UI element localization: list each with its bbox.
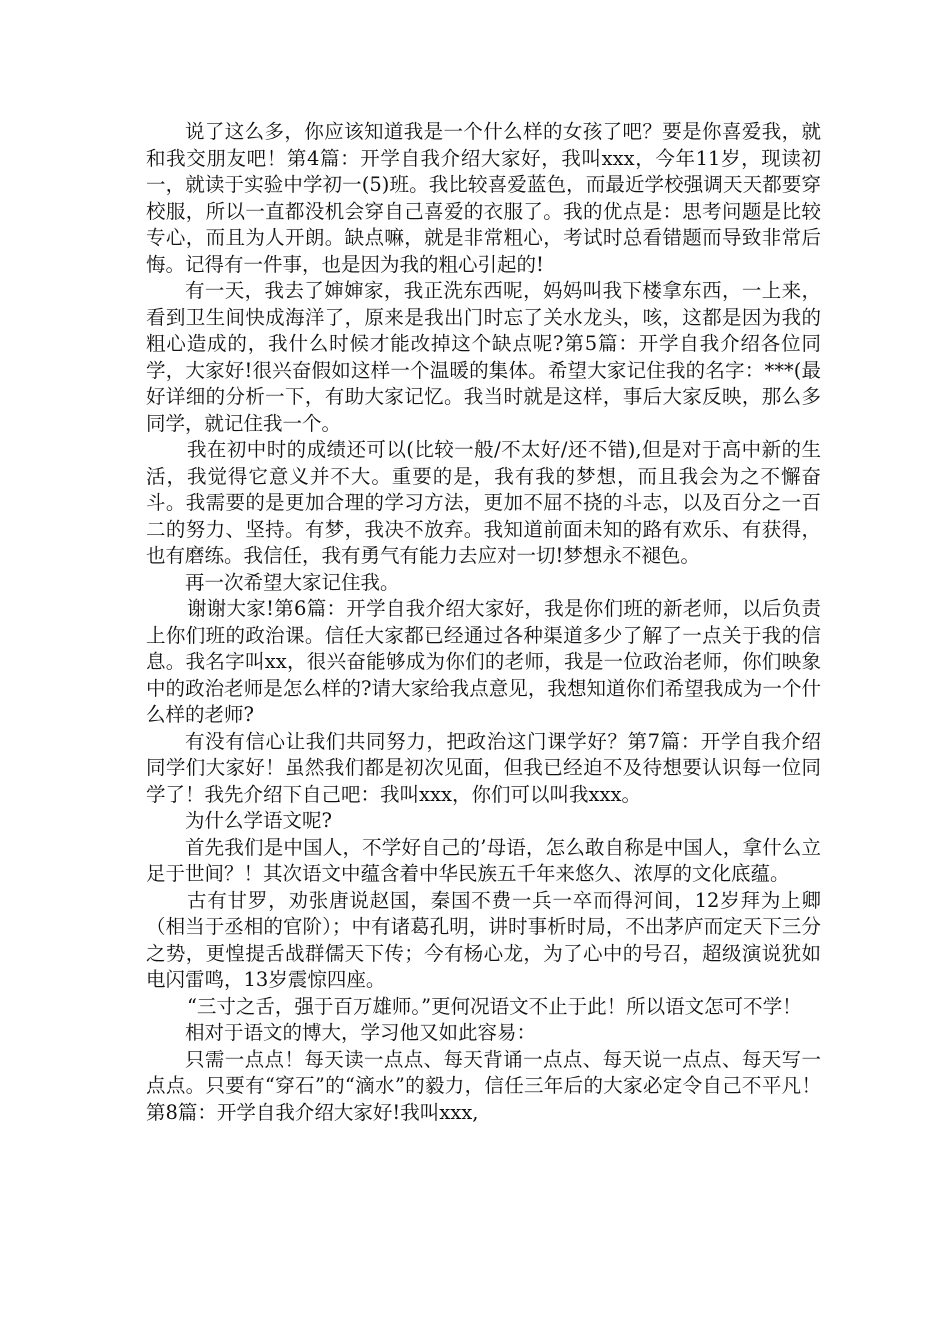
paragraph-10: “三寸之舌，强于百万雄师。”更何况语文不止于此！所以语文怎可不学！ xyxy=(186,994,802,1018)
paragraph-5: 谢谢大家!第6篇：开学自我介绍大家好，我是你们班的新老师，以后负责上你们班的政治课。信任大家都已经通过各种渠道多少了解了一点关于我的信息。我名字叫xx，很兴奋能够成为你们的老师，我是一位政治老师，你们映象中的政治老师是怎么样的?请大家给我点意见，我想知道你们希望我成为一个什么样的老师? xyxy=(146,597,821,726)
paragraph-8: 首先我们是中国人，不学好自己的’母语，怎么敢自称是中国人，拿什么立足于世间？！其次语文中蕴含着中华民族五千年来悠久、浓厚的文化底蕴。 xyxy=(146,835,821,885)
document-page xyxy=(146,119,821,1126)
paragraph-11: 相对于语文的博大，学习他又如此容易： xyxy=(185,1021,537,1044)
paragraph-4: 再一次希望大家记住我。 xyxy=(185,570,400,594)
paragraph-1: 说了这么多，你应该知道我是一个什么样的女孩了吧？要是你喜爱我，就和我交朋友吧！第4篇：开学自我介绍大家好，我叫xxx，今年11岁，现读初一，就读于实验中学初一(5)班。我比较喜爱蓝色，而最近学校强调天天都要穿校服，所以一直都没机会穿自己喜爱的衣服了。我的优点是：思考问题是比较专心，而且为人开朗。缺点嘛，就是非常粗心，考试时总看错题而导致非常后悔。记得有一件事，也是因为我的粗心引起的! xyxy=(146,120,821,276)
paragraph-12: 只需一点点！每天读一点点、每天背诵一点点、每天说一点点、每天写一点点。只要有“穿石”的“滴水”的毅力，信任三年后的大家必定令自己不平凡！第8篇：开学自我介绍大家好!我叫xxx, xyxy=(146,1047,821,1124)
paragraph-2: 有一天，我去了婶婶家，我正洗东西呢，妈妈叫我下楼拿东西，一上来，看到卫生间快成海洋了，原来是我出门时忘了关水龙头，咳，这都是因为我的粗心造成的，我什么时候才能改掉这个缺点呢?第5篇：开学自我介绍各位同学，大家好!很兴奋假如这样一个温暖的集体。希望大家记住我的名字：***(最好详细的分析一下，有助大家记忆。我当时就是这样，事后大家反映，那么多同学，就记住我一个。 xyxy=(146,279,821,435)
paragraph-6: 有没有信心让我们共同努力，把政治这门课学好？第7篇：开学自我介绍同学们大家好！虽然我们都是初次见面，但我已经迫不及待想要认识每一位同学了！我先介绍下自己吧：我叫xxx，你们可以叫我xxx。 xyxy=(146,729,821,806)
paragraph-3: 我在初中时的成绩还可以(比较一般/不太好/还不错),但是对于高中新的生活，我觉得它意义并不大。重要的是，我有我的梦想，而且我会为之不懈奋斗。我需要的是更加合理的学习方法，更加不屈不挠的斗志，以及百分之一百二的努力、坚持。有梦，我决不放弃。我知道前面未知的路有欢乐、有获得，也有磨练。我信任，我有勇气有能力去应对一切!梦想永不褪色。 xyxy=(146,438,821,567)
paragraph-9: 古有甘罗，劝张唐说赵国，秦国不费一兵一卒而得河间，12岁拜为上卿（相当于丞相的官阶）；中有诸葛孔明，讲时事析时局，不出茅庐而定天下三分之势，更惶提舌战群儒天下传；今有杨心龙，为了心中的号召，超级演说犹如电闪雷鸣，13岁震惊四座。 xyxy=(146,888,821,991)
paragraph-7: 为什么学语文呢? xyxy=(185,809,332,832)
